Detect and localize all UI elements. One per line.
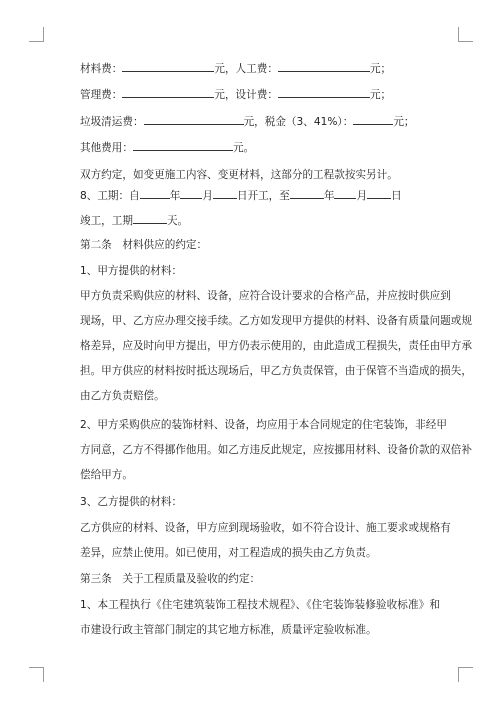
- crop-mark-bottom-right: [458, 667, 473, 682]
- text-line-l16: [80, 443, 472, 457]
- line-text: 元；: [393, 116, 415, 128]
- text-line-l06: [80, 188, 440, 203]
- text-line-l07: [80, 213, 440, 228]
- line-text: 年: [169, 190, 181, 202]
- line-text: 月: [202, 190, 213, 202]
- line-text: 第三条 关于工程质量及验收的约定：: [80, 573, 261, 585]
- line-text: 其他费用：: [80, 142, 133, 154]
- line-text: 1、本工程执行《住宅建筑装饰工程技术规程》、《住宅装饰装修验收标准》和: [80, 599, 440, 611]
- line-text: 元；: [369, 89, 392, 101]
- text-line-l12: [80, 339, 472, 353]
- line-text: 垃圾清运费：: [80, 116, 144, 128]
- text-line-l15: [80, 418, 447, 432]
- fill-in-blank[interactable]: [140, 188, 170, 199]
- line-text: 天。: [166, 215, 189, 227]
- line-text: 乙方供应的材料、设备，甲方应到现场验收，如不符合设计、施工要求或规格有: [80, 522, 451, 534]
- text-line-l03: [80, 114, 440, 129]
- text-line-l02: [80, 87, 440, 102]
- line-text: 材料费：: [80, 63, 123, 75]
- line-text: 8、工期：自: [80, 190, 140, 202]
- fill-in-blank[interactable]: [278, 61, 370, 72]
- text-line-l19: [80, 521, 451, 535]
- line-text: 元，设计费：: [214, 89, 278, 101]
- line-text: 差异，应禁止使用。如已使用，对工程造成的损失由乙方负责。: [80, 547, 377, 559]
- line-text: 管理费：: [80, 89, 123, 101]
- line-text: 1、甲方提供的材料：: [80, 265, 183, 277]
- line-text: 甲方负责采购供应的材料、设备，应符合设计要求的合格产品，并应按时供应到: [80, 290, 451, 302]
- line-text: 月: [356, 190, 368, 202]
- text-line-l04: [80, 140, 440, 155]
- line-text: 元，税金（3、41%）：: [243, 116, 354, 128]
- fill-in-blank[interactable]: [290, 188, 324, 199]
- text-line-l13: [80, 364, 472, 378]
- text-line-l14: [80, 389, 440, 403]
- line-text: 竣工，工期: [80, 215, 133, 227]
- fill-in-blank[interactable]: [122, 87, 214, 98]
- text-line-l01: [80, 61, 440, 76]
- line-text: 担。甲方供应的材料按时抵达现场后，甲乙方负责保管，由于保管不当造成的损失，: [80, 365, 472, 377]
- text-line-l18: [80, 495, 440, 509]
- line-text: 方同意，乙方不得挪作他用。如乙方违反此规定，应按挪用材料、设备价款的双倍补: [80, 444, 472, 456]
- text-line-l22: [80, 598, 440, 612]
- text-line-l05: [80, 168, 440, 182]
- line-text: 偿给甲方。: [80, 469, 133, 481]
- line-text: 3、乙方提供的材料：: [80, 496, 183, 508]
- text-line-l11: [80, 314, 472, 328]
- text-line-l23: [80, 623, 440, 637]
- fill-in-blank[interactable]: [278, 87, 370, 98]
- line-text: 元。: [232, 142, 255, 154]
- fill-in-blank[interactable]: [353, 114, 393, 125]
- crop-mark-bottom-left: [29, 667, 44, 682]
- fill-in-blank[interactable]: [213, 188, 237, 199]
- crop-mark-top-left: [29, 27, 44, 42]
- line-text: 年: [323, 190, 335, 202]
- text-line-l20: [80, 546, 440, 560]
- line-text: 第二条 材料供应的约定：: [80, 239, 208, 251]
- line-text: 日: [391, 190, 402, 202]
- line-text: 元，人工费：: [214, 63, 278, 75]
- text-line-l09: [80, 264, 440, 278]
- fill-in-blank[interactable]: [180, 188, 202, 199]
- line-text: 2、甲方采购供应的装饰材料、设备，均应用于本合同规定的住宅装饰，非经甲: [80, 419, 447, 431]
- line-text: 现场，甲、乙方应办理交接手续。乙方如发现甲方提供的材料、设备有质量问题或规: [80, 315, 472, 327]
- line-text: 市建设行政主管部门制定的其它地方标准，质量评定验收标准。: [80, 624, 377, 636]
- fill-in-blank[interactable]: [133, 213, 167, 224]
- fill-in-blank[interactable]: [144, 114, 244, 125]
- text-line-l17: [80, 468, 440, 482]
- fill-in-blank[interactable]: [367, 188, 391, 199]
- line-text: 日开工，至: [236, 190, 290, 202]
- line-text: 格差异，应及时向甲方提出，甲方仍表示使用的，由此造成工程损失，责任由甲方承: [80, 340, 472, 352]
- fill-in-blank[interactable]: [133, 140, 233, 151]
- fill-in-blank[interactable]: [334, 188, 356, 199]
- crop-mark-top-right: [458, 27, 473, 42]
- text-line-l08: [80, 238, 440, 252]
- line-text: 双方约定，如变更施工内容、变更材料，这部分的工程款按实另计。: [80, 169, 398, 181]
- fill-in-blank[interactable]: [122, 61, 214, 72]
- line-text: 元；: [369, 63, 392, 75]
- line-text: 由乙方负责赔偿。: [80, 390, 165, 402]
- text-line-l10: [80, 289, 451, 303]
- text-line-l21: [80, 572, 440, 586]
